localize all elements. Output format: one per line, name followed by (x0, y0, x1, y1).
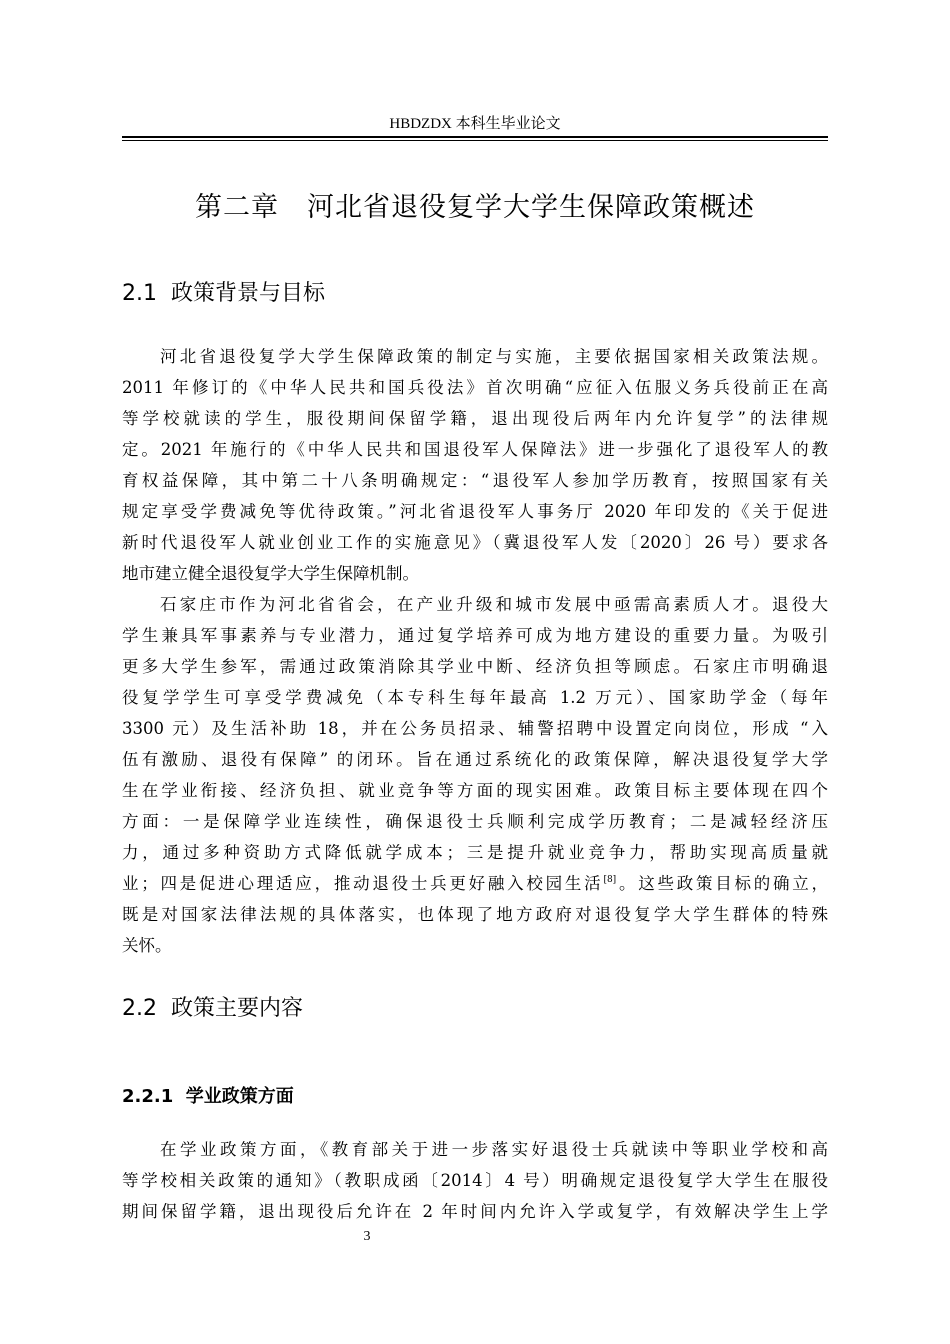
paragraph-line: 规定享受学费减免等优待政策。”河北省退役军人事务厅 2020 年印发的《关于促进 (122, 502, 828, 521)
running-header: HBDZDX 本科生毕业论文 (389, 116, 561, 132)
paragraph-line: 新时代退役军人就业创业工作的实施意见》（冀退役军人发〔2020〕26 号）要求各 (122, 533, 828, 552)
header-rule-thick (122, 136, 828, 138)
chapter-title: 第二章 河北省退役复学大学生保障政策概述 (195, 192, 755, 223)
citation-mark: [8] (603, 875, 617, 885)
paragraph-line: 石家庄市作为河北省省会，在产业升级和城市发展中亟需高素质人才。退役大 (160, 595, 828, 614)
paragraph-line: 方面：一是保障学业连续性，确保退役士兵顺利完成学历教育；二是减轻经济压 (122, 812, 828, 831)
paragraph-line: 更多大学生参军，需通过政策消除其学业中断、经济负担等顾虑。石家庄市明确退 (122, 657, 828, 676)
paragraph-line: 在学业政策方面，《教育部关于进一步落实好退役士兵就读中等职业学校和高 (160, 1140, 828, 1159)
paragraph-line: 定。2021 年施行的《中华人民共和国退役军人保障法》进一步强化了退役军人的教 (122, 440, 828, 459)
paragraph-line: 等学校就读的学生，服役期间保留学籍，退出现役后两年内允许复学”的法律规 (122, 409, 828, 428)
paragraph-policy-basis (122, 341, 828, 589)
paragraph-line: 育权益保障，其中第二十八条明确规定：“退役军人参加学历教育，按照国家有关 (122, 471, 828, 490)
paragraph-academic-policy (122, 1134, 828, 1227)
paragraph-line: 3300 元）及生活补助 18，并在公务员招录、辅警招聘中设置定向岗位，形成 “入 (122, 719, 828, 738)
paragraph-text: 业；四是促进心理适应，推动退役士兵更好融入校园生活 (122, 874, 604, 893)
paragraph-line: 力，通过多种资助方式降低就学成本；三是提升就业竞争力，帮助实现高质量就 (122, 843, 828, 862)
paragraph-line: 伍有激励、退役有保障” 的闭环。旨在通过系统化的政策保障，解决退役复学大学 (122, 750, 828, 769)
paragraph-line: 既是对国家法律法规的具体落实，也体现了地方政府对退役复学大学生群体的特殊 (122, 905, 828, 924)
paragraph-line: 河北省退役复学大学生保障政策的制定与实施，主要依据国家相关政策法规。 (160, 347, 828, 366)
subsection-title-2-2-1: 2.2.1 学业政策方面 (122, 1086, 294, 1107)
section-title-2-2: 2.2 政策主要内容 (122, 996, 303, 1021)
page-number: 3 (363, 1229, 371, 1244)
paragraph-line: 地市建立健全退役复学大学生保障机制。 (122, 564, 419, 583)
paragraph-shijiazhuang-policy (122, 589, 828, 961)
paragraph-line: 2011 年修订的《中华人民共和国兵役法》首次明确“应征入伍服义务兵役前正在高 (122, 378, 828, 397)
paragraph-line: 关怀。 (122, 936, 172, 955)
paragraph-line: 役复学学生可享受学费减免（本专科生每年最高 1.2 万元）、国家助学金（每年 (122, 688, 828, 707)
paragraph-line: 生在学业衔接、经济负担、就业竞争等方面的现实困难。政策目标主要体现在四个 (122, 781, 828, 800)
paragraph-line: 等学校相关政策的通知》（教职成函〔2014〕4 号）明确规定退役复学大学生在服役 (122, 1171, 828, 1190)
paragraph-line: 学生兼具军事素养与专业潜力，通过复学培养可成为地方建设的重要力量。为吸引 (122, 626, 828, 645)
paragraph-text: 。这些政策目标的确立， (616, 874, 829, 893)
paragraph-line-with-citation (122, 868, 828, 899)
section-title-2-1: 2.1 政策背景与目标 (122, 281, 325, 306)
paragraph-line: 期间保留学籍，退出现役后允许在 2 年时间内允许入学或复学，有效解决学生上学 (122, 1202, 828, 1221)
header-rule-thin (122, 140, 828, 141)
